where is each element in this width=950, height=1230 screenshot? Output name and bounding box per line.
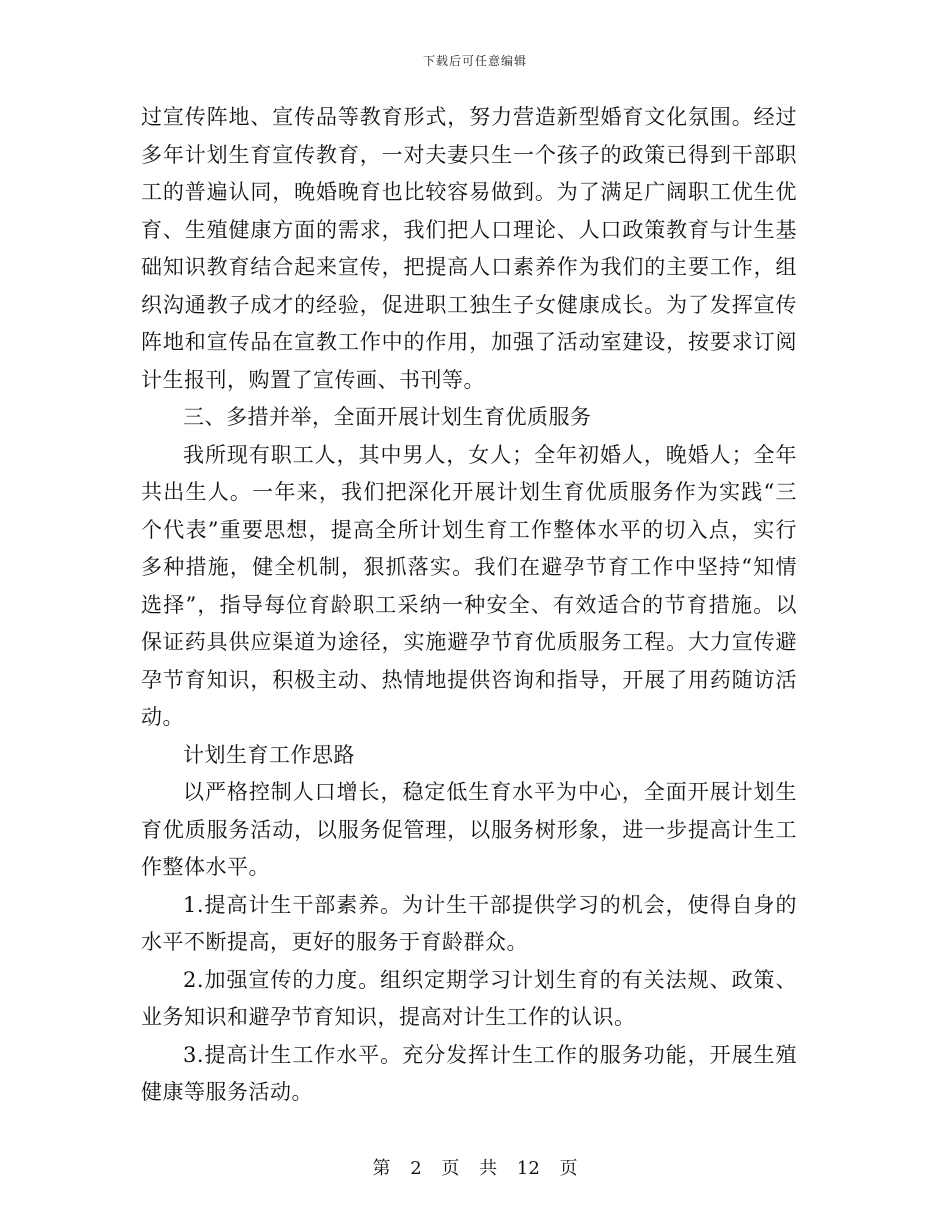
footer-label-di: 第 — [372, 1158, 391, 1179]
footer-page-current: 2 — [410, 1158, 422, 1179]
section-heading-quality-service: 三、多措并举，全面开展计划生育优质服务 — [183, 405, 592, 429]
footer-label-ye-end: 页 — [559, 1158, 578, 1179]
footer-label-gong: 共 — [479, 1158, 498, 1179]
list-item-2: 2.加强宣传的力度。组织定期学习计划生育的有关法规、政策、业务知识和避孕节育知识，提高对计生工作的认识。 — [141, 967, 797, 1029]
list-item-1: 1.提高计生干部素养。为计生干部提供学习的机会，使得自身的水平不断提高，更好的服务于育龄群众。 — [141, 892, 797, 954]
paragraph-quality-service: 我所现有职工人，其中男人，女人；全年初婚人，晚婚人；全年共出生人。一年来，我们把深化开展计划生育优质服务作为实践“三个代表”重要思想，提高全所计划生育工作整体水平的切入点，实行多种措施，健全机制，狠抓落实。我们在避孕节育工作中坚持“知情选择”，指导每位育龄职工采纳一种安全、有效适合的节育措施。以保证药具供应渠道为途径，实施避孕节育优质服务工程。大力宣传避孕节育知识，积极主动、热情地提供咨询和指导，开展了用药随访活动。 — [141, 442, 797, 729]
document-body — [141, 99, 797, 1112]
section-heading-work-plan: 计划生育工作思路 — [183, 742, 355, 767]
footer-label-ye: 页 — [441, 1158, 460, 1179]
paragraph-publicity-continued: 过宣传阵地、宣传品等教育形式，努力营造新型婚育文化氛围。经过多年计划生育宣传教育，一对夫妻只生一个孩子的政策已得到干部职工的普遍认同，晚婚晚育也比较容易做到。为了满足广阔职工优生优育、生殖健康方面的需求，我们把人口理论、人口政策教育与计生基础知识教育结合起来宣传，把提高人口素养作为我们的主要工作，组织沟通教子成才的经验，促进职工独生子女健康成长。为了发挥宣传阵地和宣传品在宣教工作中的作用，加强了活动室建设，按要求订阅计生报刊，购置了宣传画、书刊等。 — [141, 105, 797, 392]
paragraph-work-plan-intro: 以严格控制人口增长，稳定低生育水平为中心，全面开展计划生育优质服务活动，以服务促管理，以服务树形象，进一步提高计生工作整体水平。 — [141, 780, 797, 879]
footer-page-total: 12 — [516, 1158, 540, 1179]
list-item-3: 3.提高计生工作水平。充分发挥计生工作的服务功能，开展生殖健康等服务活动。 — [141, 1042, 797, 1104]
header-note: 下载后可任意编辑 — [422, 54, 527, 68]
page-footer — [0, 1154, 950, 1180]
